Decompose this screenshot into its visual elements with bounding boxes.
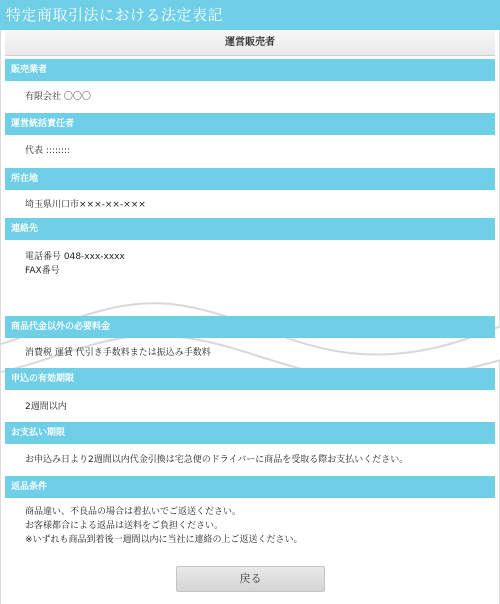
returns-line: 商品違い、不良品の場合は着払いでご返送ください。 — [25, 507, 242, 517]
section-body-contact — [25, 250, 485, 278]
section-body-fees — [25, 346, 485, 360]
subheader: 運営販売者 — [5, 30, 495, 56]
content-frame — [0, 30, 500, 604]
section-body-payment — [25, 453, 485, 467]
section-title-contact: 連絡先 — [5, 218, 495, 240]
section-title-manager: 運営統括責任者 — [5, 113, 495, 135]
manager-line: 代表 :::::::: — [25, 146, 71, 156]
fax-line: FAX番号 — [25, 266, 60, 276]
phone-line: 電話番号 048-xxx-xxxx — [25, 252, 125, 262]
back-button[interactable]: 戻る — [176, 566, 325, 592]
section-title-seller: 販売業者 — [5, 59, 495, 81]
fees-line: 消費税 運賃 代引き手数料または振込み手数料 — [25, 348, 211, 358]
returns-line: ※いずれも商品到着後一週間以内に当社に連絡の上ご返送ください。 — [25, 535, 303, 545]
section-title-payment: お支払い期限 — [5, 422, 495, 444]
payment-line: お申込み日より2週間以内代金引換は宅急便のドライバーに商品を受取る際お支払いください。 — [25, 455, 409, 465]
section-body-validity — [25, 400, 485, 414]
address-line: 埼玉県川口市×××-××-××× — [25, 200, 146, 210]
section-body-address — [25, 198, 485, 212]
page-title: 特定商取引法における法定表記 — [0, 0, 500, 30]
returns-line: お客様都合による返品は送料をご負担ください。 — [25, 521, 224, 531]
section-title-returns: 返品条件 — [5, 476, 495, 498]
validity-line: 2週間以内 — [25, 402, 67, 412]
section-title-address: 所在地 — [5, 168, 495, 190]
section-body-manager — [25, 144, 485, 158]
section-title-validity: 申込の有効期限 — [5, 368, 495, 390]
seller-line: 有限会社 〇〇〇 — [25, 92, 91, 102]
section-body-returns — [25, 505, 485, 547]
section-body-seller — [25, 90, 485, 104]
section-title-fees: 商品代金以外の必要料金 — [5, 316, 495, 338]
